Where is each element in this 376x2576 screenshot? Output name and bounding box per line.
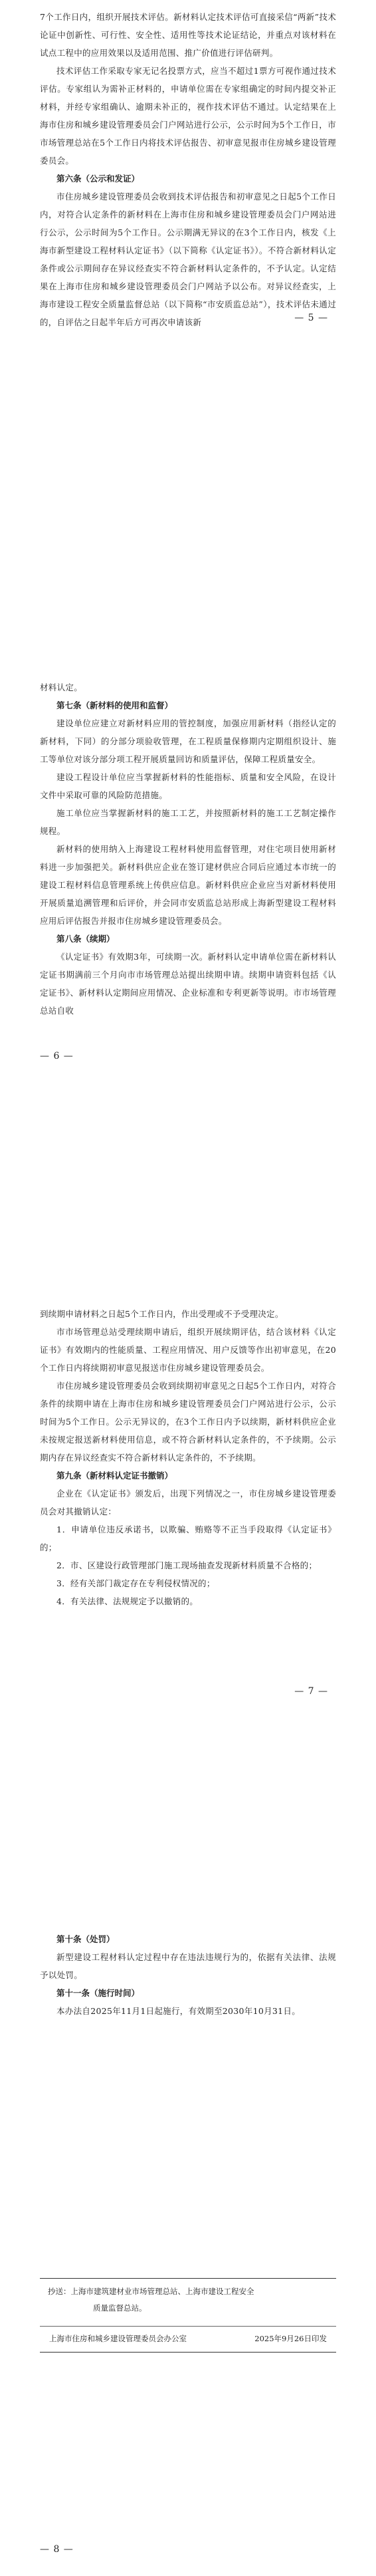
article-9 bbox=[40, 1467, 336, 1610]
paragraph: 3．经有关部门裁定存在专利侵权情况的； bbox=[56, 1578, 215, 1588]
article-heading: 第十一条（施行时间） bbox=[56, 1988, 140, 1998]
article-heading: 第八条（续期） bbox=[56, 934, 115, 944]
paragraph: 市住房城乡建设管理委员会收到技术评估报告和初审意见之日起5个工作日内，对符合认定条件的新材料在上海市住房和城乡建设管理委员会门户网站进行公示，公示时间为5个工作日。公示期满无异议的在3个工作日内，核发《上海市新型建设工程材料认定证书》（以下简称《认定证书》）。不符合新材料认定条件或公示期间存在异议经查实不符合新材料认定条件的，不予认定。认定结果在上海市住房和城乡建设管理委员会门户网站予以公布。对异议经查实，上海市建设工程安全质量监督总站（以下简称“市安质监总站”），技术评估未通过的，自评估之日起半年后方可再次申请该新 bbox=[40, 192, 336, 327]
article-heading: 第十条（处罚） bbox=[56, 1934, 115, 1944]
cc-line: 抄送：上海市建筑建材业市场管理总站、上海市建设工程安全 bbox=[48, 2287, 254, 2296]
article-6 bbox=[40, 170, 336, 331]
paragraph: 1．申请单位违反承诺书，以欺骗、贿赂等不正当手段取得《认定证书》的； bbox=[40, 1524, 336, 1552]
page-5-body bbox=[40, 8, 336, 170]
issuer: 上海市住房和城乡建设管理委员会办公室 bbox=[49, 2334, 187, 2343]
paragraph: 企业在《认定证书》颁发后，出现下列情况之一，市住房城乡建设管理委员会对其撤销认定： bbox=[40, 1489, 336, 1516]
footer-middle-rule bbox=[40, 2326, 336, 2327]
renewal-paragraphs bbox=[40, 1323, 336, 1467]
issue-date: 2025年9月26日印发 bbox=[254, 2334, 327, 2343]
paragraph: 建设工程设计单位应当掌握新材料的性能指标、质量和安全风险，在设计文件中采取可靠的风险防范措施。 bbox=[40, 772, 336, 800]
issue-block bbox=[40, 2331, 336, 2347]
page-6-continuation bbox=[40, 678, 336, 696]
paragraph: 7个工作日内，组织开展技术评估。新材料认定技术评估可直接采信“两新”技术论证中创新性、可行性、安全性、适用性等技术论证结论，并重点对该材料在试点工程中的应用效果以及适用范围、推广价值进行评估研判。 bbox=[40, 12, 336, 58]
page-number: — 6 — bbox=[40, 1051, 74, 1062]
cc-line-continuation: 质量监督总站。 bbox=[93, 2303, 147, 2313]
article-8 bbox=[40, 930, 336, 1020]
article-heading: 第九条（新材料认定证书撤销） bbox=[56, 1471, 173, 1481]
page-6 bbox=[0, 665, 376, 1264]
paragraph: 材料认定。 bbox=[40, 682, 83, 692]
page-7-continuation bbox=[40, 1305, 336, 1323]
page-number: — 7 — bbox=[294, 1686, 328, 1697]
page-5 bbox=[0, 0, 376, 333]
footer-bottom-rule bbox=[40, 2352, 336, 2353]
footer-top-rule bbox=[40, 2278, 336, 2279]
page-8 bbox=[0, 1916, 376, 2576]
paragraph: 施工单位应当掌握新材料的施工工艺，并按照新材料的施工工艺制定操作规程。 bbox=[40, 808, 336, 836]
cc-block bbox=[40, 2283, 336, 2317]
paragraph: 市住房城乡建设管理委员会收到续期初审意见之日起5个工作日内，对符合条件的续期申请在上海市住房和城乡建设管理委员会门户网站进行公示，公示时间为5个工作日。公示无异议的，在3个工作日内予以续期，新材料供应企业未按规定报送新材料使用信息，或不符合新材料认定条件的，不予续期。公示期内存在异议经查实不符合新材料认定条件的，不予续期。 bbox=[40, 1381, 336, 1463]
article-7 bbox=[40, 696, 336, 930]
paragraph: 2．市、区建设行政管理部门施工现场抽查发现新材料质量不合格的； bbox=[56, 1560, 318, 1570]
paragraph: 4．有关法律、法规规定予以撤销的。 bbox=[56, 1596, 199, 1606]
paragraph: 《认定证书》有效期3年，可续期一次。新材料认定申请单位需在新材料认定证书期满前三个月向市市场管理总站提出续期申请。续期申请资料包括《认定证书》、新材料认定期间应用情况、企业标准和专利更新等说明。市市场管理总站自收 bbox=[40, 952, 336, 1016]
article-11 bbox=[40, 1984, 336, 2020]
paragraph: 新型建设工程材料认定过程中存在违法违规行为的，依据有关法律、法规予以处罚。 bbox=[40, 1952, 336, 1980]
page-number: — 8 — bbox=[40, 2544, 74, 2555]
paragraph: 新材料的使用纳入上海建设工程材料使用监督管理，对住宅项目使用新材料进一步加强把关。新材料供应企业在签订建材供应合同后应通过本市统一的建设工程材料信息管理系统上传供应信息。新材料供应企业应当对新材料使用开展质量追溯管理和后评价，并会同市安质监总站形成上海新型建设工程材料应用后评估报告并报市住房城乡建设管理委员会。 bbox=[40, 844, 336, 926]
paragraph: 本办法自2025年11月1日起施行，有效期至2030年10月31日。 bbox=[56, 2006, 300, 2016]
article-heading: 第七条（新材料的使用和监督） bbox=[56, 700, 173, 710]
page-7 bbox=[0, 1290, 376, 1889]
article-10 bbox=[40, 1930, 336, 1984]
article-heading: 第六条（公示和发证） bbox=[56, 174, 140, 184]
paragraph: 建设单位应建立对新材料应用的管控制度，加强应用新材料（指经认定的新材料，下同）的分部分项验收管理，在工程质量保修期内定期组织设计、施工等单位对该分部分项工程开展质量回访和质量评估，保障工程质量安全。 bbox=[40, 718, 336, 764]
paragraph: 到续期申请材料之日起5个工作日内，作出受理或不予受理决定。 bbox=[40, 1309, 284, 1319]
paragraph: 市市场管理总站受理续期申请后，组织开展续期评估，结合该材料《认定证书》有效期内的性能质量、工程应用情况、用户反馈等作出初审意见，在20个工作日内将续期初审意见报送市住房城乡建设管理委员会。 bbox=[40, 1327, 336, 1373]
page-number: — 5 — bbox=[294, 313, 328, 323]
paragraph: 技术评估工作采取专家无记名投票方式，应当不超过1票方可视作通过技术评估。专家组认为需补正材料的，申请单位需在专家组确定的时间内提交补正材料，并经专家组确认、逾期未补正的，视作技术评估不通过。认定结果在上海市住房和城乡建设管理委员会门户网站进行公示，公示时间为5个工作日，市市场管理总站在5个工作日内将技术评估报告、初审意见报市住房城乡建设管理委员会。 bbox=[40, 66, 336, 166]
